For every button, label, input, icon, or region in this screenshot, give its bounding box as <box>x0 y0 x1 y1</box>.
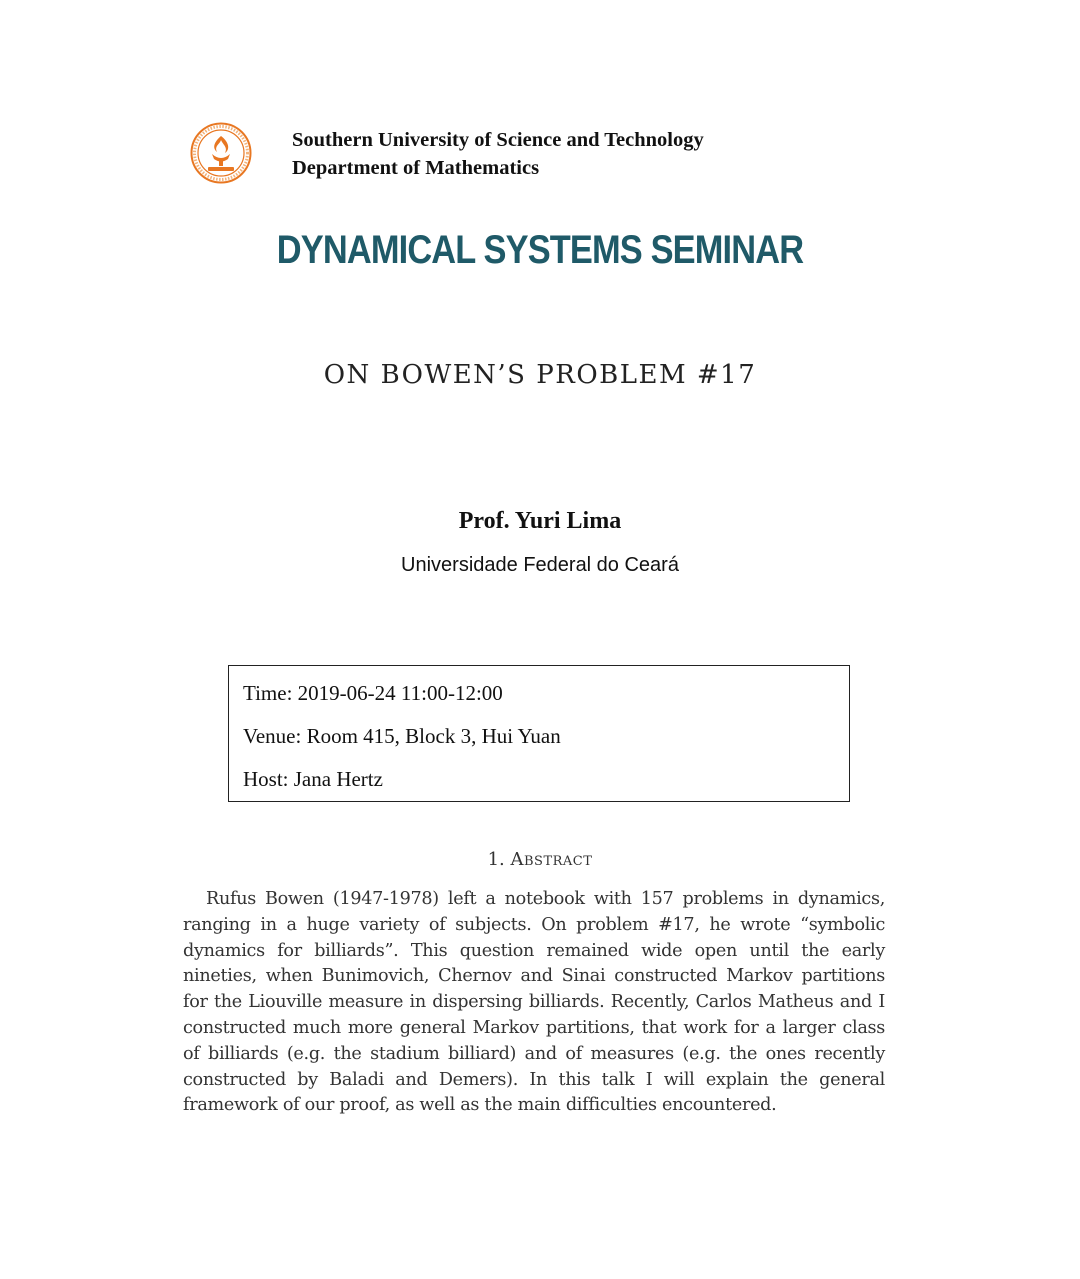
university-seal-icon <box>190 122 252 184</box>
university-name: Southern University of Science and Technology <box>292 129 704 151</box>
talk-details-box <box>228 665 850 802</box>
speaker-affiliation: Universidade Federal do Ceará <box>401 554 679 576</box>
department-name: Department of Mathematics <box>292 157 540 179</box>
talk-venue: Venue: Room 415, Block 3, Hui Yuan <box>243 724 561 748</box>
speaker-name: Prof. Yuri Lima <box>458 508 622 534</box>
talk-host: Host: Jana Hertz <box>243 767 383 791</box>
talk-title: ON BOWEN’S PROBLEM #17 <box>323 360 757 390</box>
seminar-title: DYNAMICAL SYSTEMS SEMINAR <box>276 228 804 272</box>
abstract-text: Rufus Bowen (1947-1978) left a notebook with 157 problems in dynamics, ranging in a huge variety of subjects. On problem #17, he wrote “symbolic dynamics for billiards”. This question remained wide open until the early nineties, when Bunimovich, Chernov and Sinai constructed Markov partitions for the Liouville measure in dispersing billiards. Recently, Carlos Matheus and I constructed much more general Markov partitions, that work for a larger class of billiards (e.g. the stadium billiard) and of measures (e.g. the ones recently constructed by Baladi and Demers). In this talk I will explain the general framework of our proof, as well as the main difficulties encountered. <box>183 889 885 1116</box>
abstract-number: 1. <box>487 849 505 870</box>
institution-header <box>292 126 704 182</box>
abstract-heading <box>0 849 1080 870</box>
abstract-heading-text: Abstract <box>510 849 593 870</box>
talk-time: Time: 2019-06-24 11:00-12:00 <box>243 681 503 705</box>
